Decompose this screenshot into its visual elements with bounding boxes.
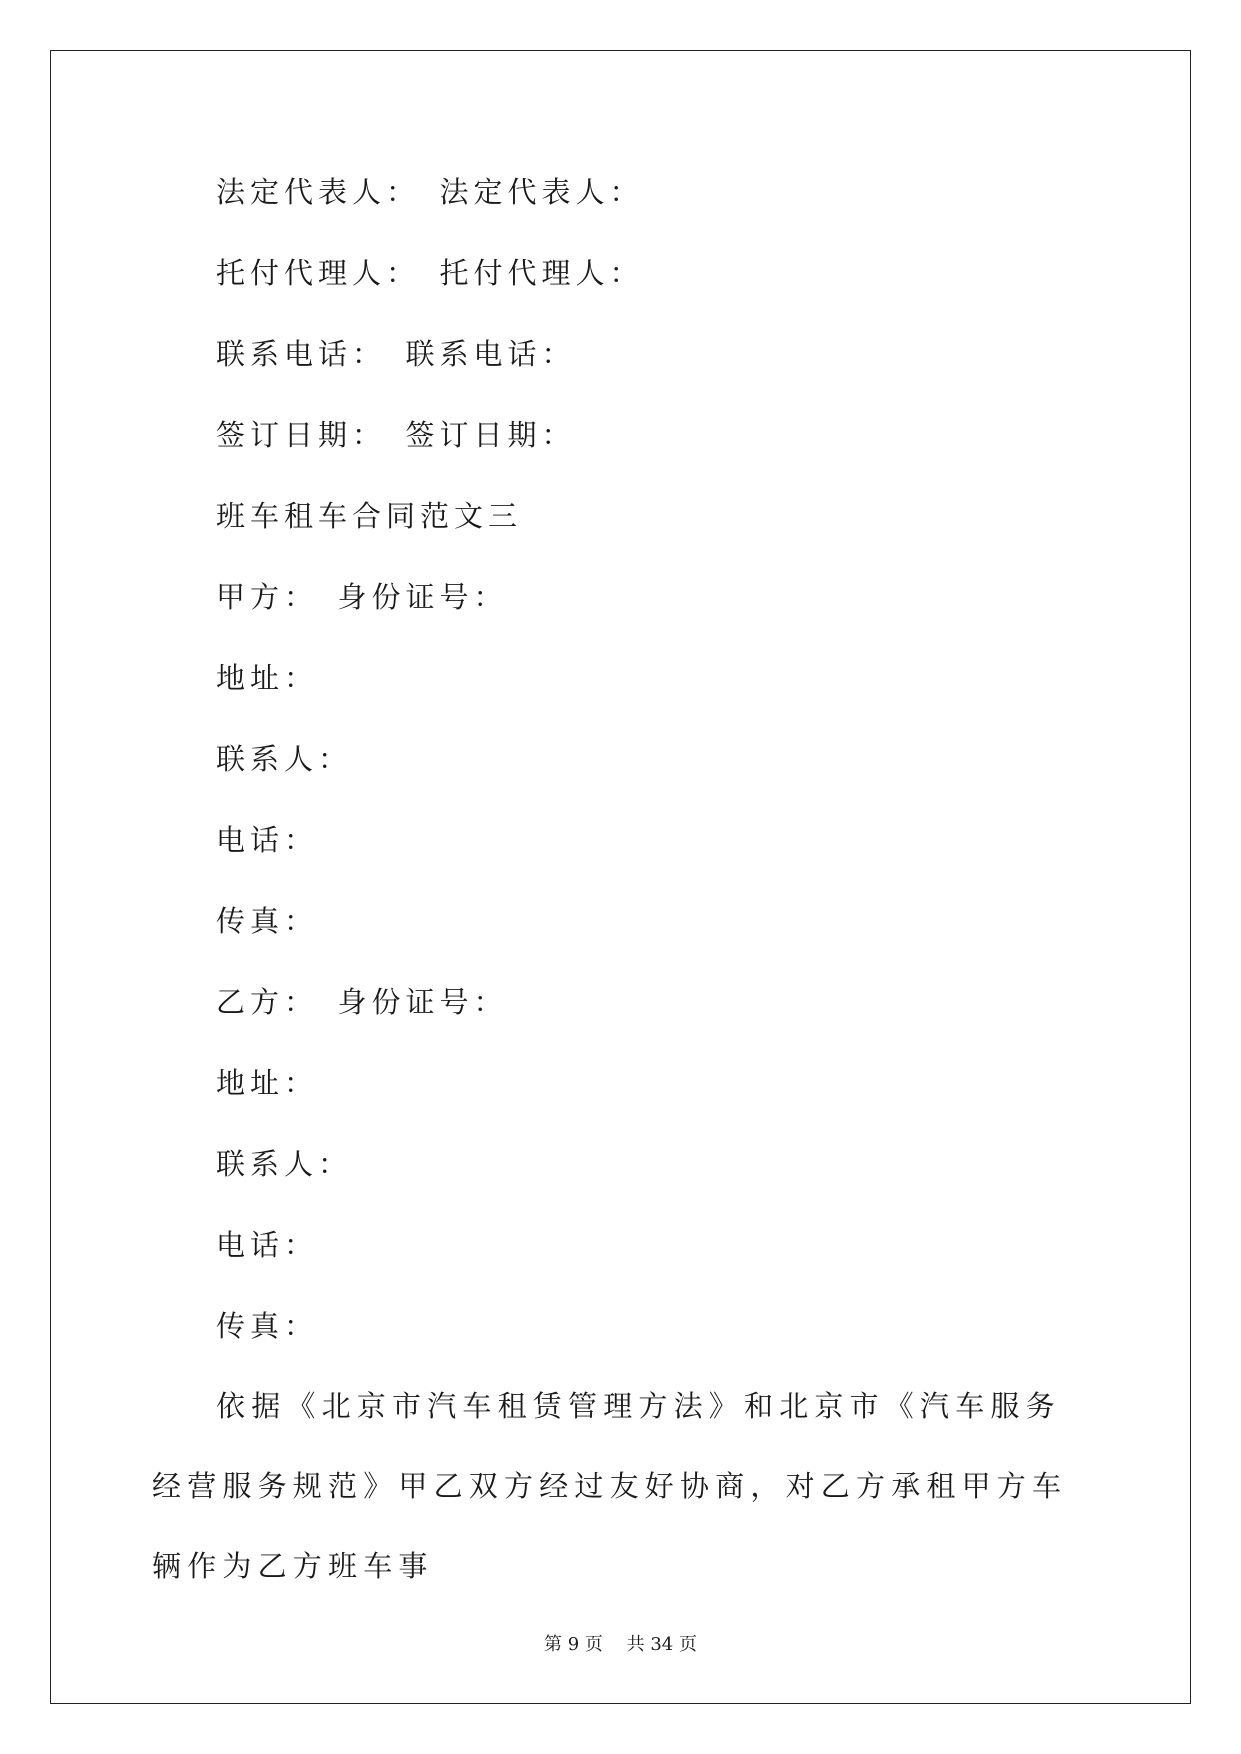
party-b-contact-line: 联系人： — [216, 1147, 353, 1181]
page-number-footer: 第 9 页 共 34 页 — [544, 1634, 697, 1655]
party-b-phone-line: 电话： — [216, 1228, 319, 1262]
party-b-line: 乙方： 身份证号： — [216, 985, 508, 1019]
authorized-agent-line: 托付代理人： 托付代理人： — [216, 256, 644, 290]
party-b-address-line: 地址： — [216, 1066, 319, 1100]
contract-preamble-paragraph: 依据《北京市汽车租赁管理方法》和北京市《汽车服务经营服务规范》甲乙双方经过友好协商，对乙方承租甲方车辆作为乙方班车事 — [152, 1389, 1068, 1583]
party-a-contact-line: 联系人： — [216, 742, 353, 776]
section-heading: 班车租车合同范文三 — [216, 499, 523, 533]
party-a-line: 甲方： 身份证号： — [216, 580, 508, 614]
legal-representative-line: 法定代表人： 法定代表人： — [216, 175, 644, 209]
party-b-fax-line: 传真： — [216, 1309, 319, 1343]
party-a-phone-line: 电话： — [216, 823, 319, 857]
contact-phone-line: 联系电话： 联系电话： — [216, 337, 576, 371]
signing-date-line: 签订日期： 签订日期： — [216, 418, 576, 452]
party-a-address-line: 地址： — [216, 661, 319, 695]
party-a-fax-line: 传真： — [216, 904, 319, 938]
